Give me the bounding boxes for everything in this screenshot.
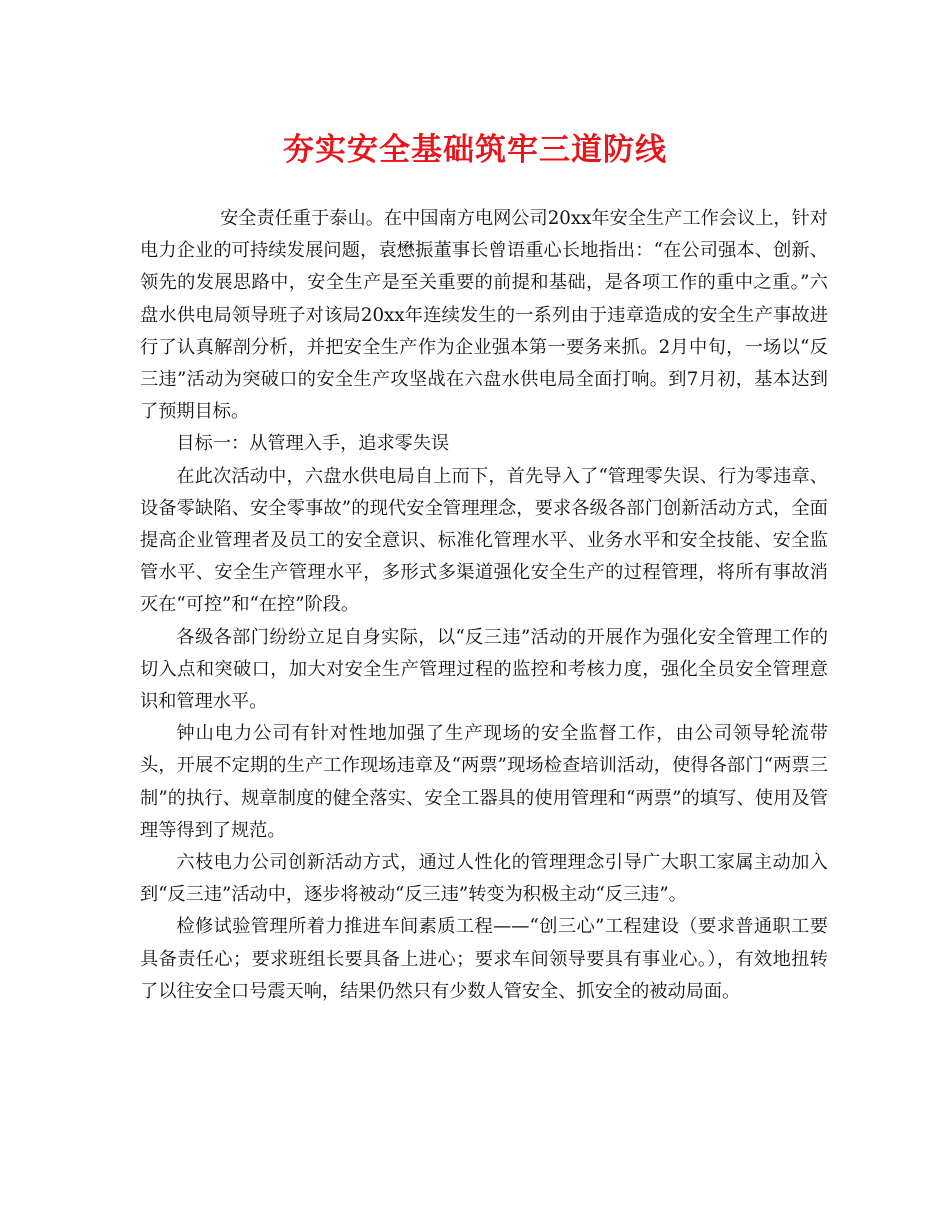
- paragraph-maintenance: 检修试验管理所着力推进车间素质工程——“创三心”工程建设（要求普通职工要具备责任心；要求班组长要具备上进心；要求车间领导要具有事业心。），有效地扭转了以往安全口号震天响，结果仍然只有少数人管安全、抓安全的被动局面。: [140, 916, 828, 1002]
- document-title: 夯实安全基础筑牢三道防线: [283, 132, 667, 168]
- paragraph-liuzhi: 六枝电力公司创新活动方式，通过人性化的管理理念引导广大职工家属主动加入到“反三违”活动中，逐步将被动“反三违”转变为积极主动“反三违”。: [140, 852, 828, 906]
- document-body: [140, 203, 828, 1008]
- paragraph-zhongshan: 钟山电力公司有针对性地加强了生产现场的安全监督工作，由公司领导轮流带头，开展不定期的生产工作现场违章及“两票”现场检查培训活动，使得各部门“两票三制”的执行、规章制度的健全落实、安全工器具的使用管理和“两票”的填写、使用及管理等得到了规范。: [140, 723, 828, 841]
- section-heading-goal-one: 目标一：从管理入手，追求零失误: [176, 433, 450, 455]
- paragraph-departments: 各级各部门纷纷立足自身实际，以“反三违”活动的开展作为强化安全管理工作的切入点和突破口，加大对安全生产管理过程的监控和考核力度，强化全员安全管理意识和管理水平。: [140, 626, 828, 713]
- paragraph-management-concept: 在此次活动中，六盘水供电局自上而下，首先导入了“管理零失误、行为零违章、设备零缺陷、安全零事故”的现代安全管理理念，要求各级各部门创新活动方式，全面提高企业管理者及员工的安全意识、标准化管理水平、业务水平和安全技能、安全监管水平、安全生产管理水平，多形式多渠道强化安全生产的过程管理，将所有事故消灭在“可控”和“在控”阶段。: [140, 465, 828, 616]
- paragraph-intro: 安全责任重于泰山。在中国南方电网公司20xx年安全生产工作会议上，针对电力企业的可持续发展问题，袁懋振董事长曾语重心长地指出：“在公司强本、创新、领先的发展思路中，安全生产是至关重要的前提和基础，是各项工作的重中之重。”六盘水供电局领导班子对该局20xx年连续发生的一系列由于违章造成的安全生产事故进行了认真解剖分析，并把安全生产作为企业强本第一要务来抓。2月中旬，一场以“反三违”活动为突破口的安全生产攻坚战在六盘水供电局全面打响。到7月初，基本达到了预期目标。: [140, 208, 828, 423]
